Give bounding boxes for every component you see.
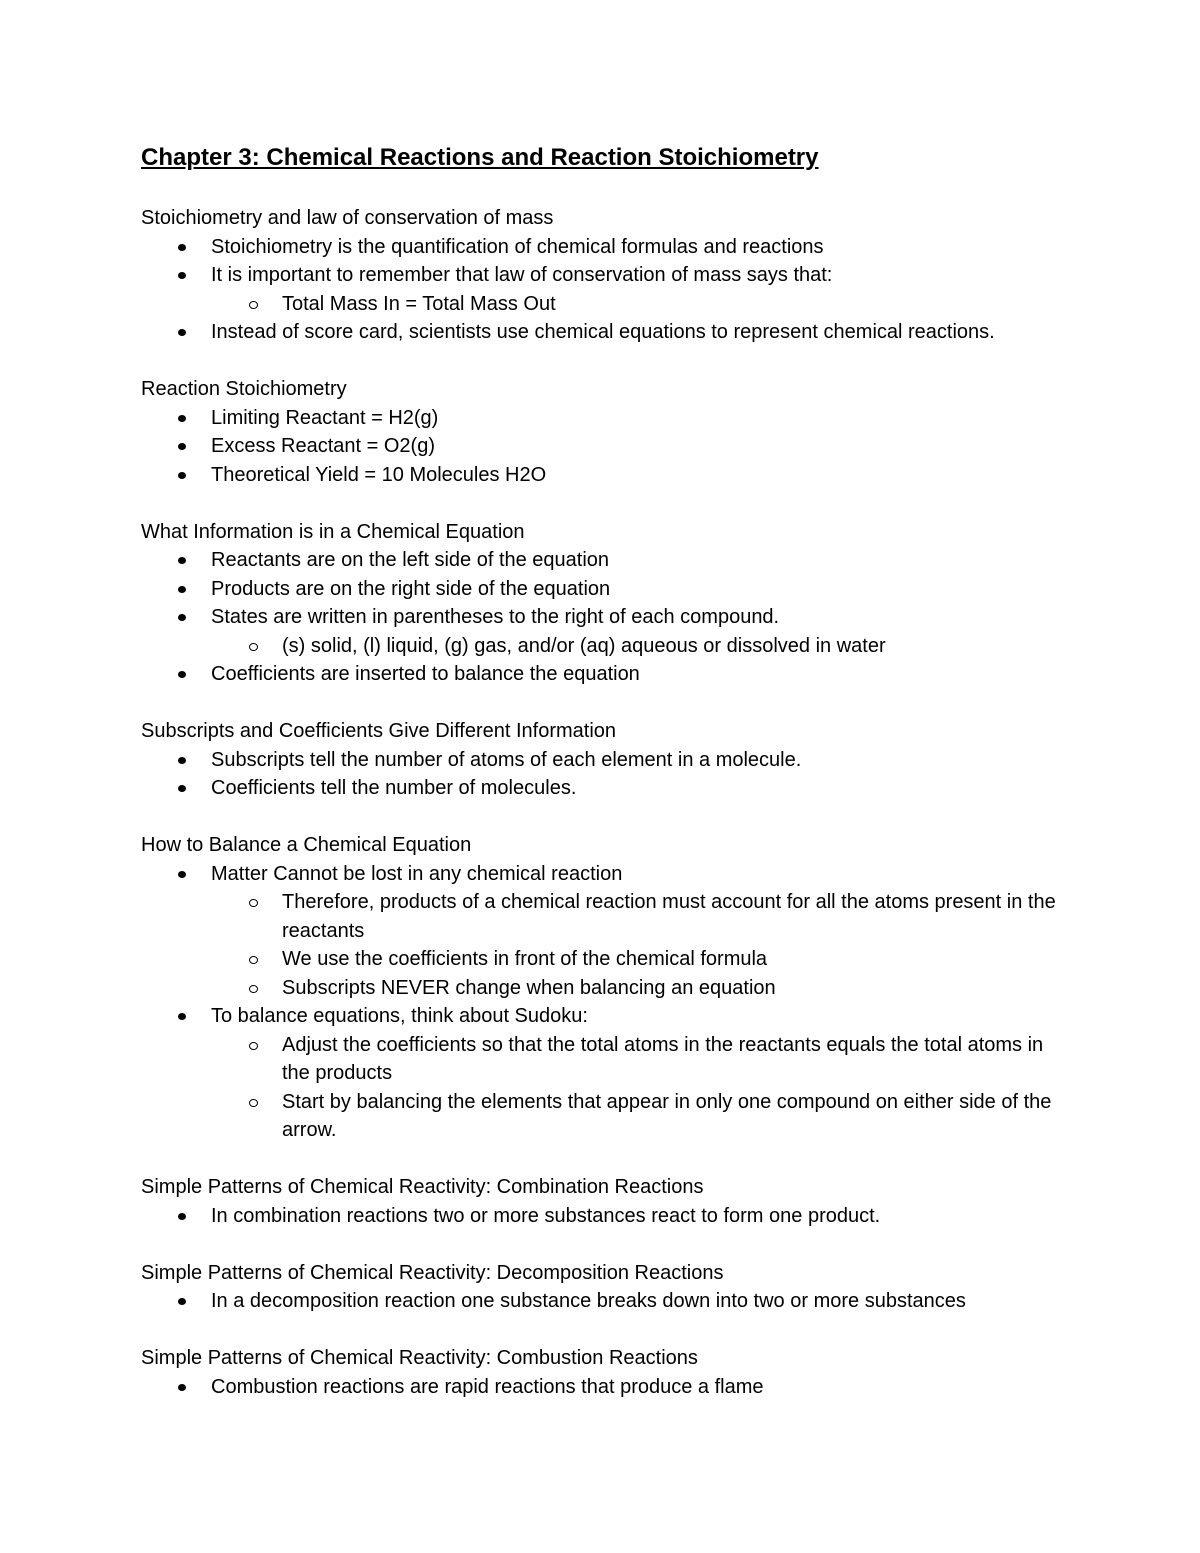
section: [141, 717, 1071, 803]
sub-list-item-text: We use the coefficients in front of the chemical formula: [282, 948, 768, 970]
list-item: [141, 575, 1071, 604]
sub-list-item-text: Therefore, products of a chemical reaction must account for all the atoms present in the reactants: [282, 891, 1056, 942]
list-item-text: Coefficients tell the number of molecules.: [211, 777, 577, 799]
list-item: [141, 461, 1071, 490]
list-item-text: States are written in parentheses to the right of each compound.: [211, 606, 780, 628]
bullet-list: [141, 1373, 1071, 1402]
sub-list-item: [211, 945, 1071, 974]
sub-list-item-text: (s) solid, (l) liquid, (g) gas, and/or (aq) aqueous or dissolved in water: [282, 634, 886, 657]
bullet-disc-icon: [178, 671, 186, 678]
bullet-circle-icon: [249, 1042, 258, 1050]
list-item-text: Matter Cannot be lost in any chemical reaction: [211, 862, 623, 885]
sub-list-wrapper: [141, 290, 1071, 319]
sub-list-item-text: Total Mass In = Total Mass Out: [282, 292, 556, 315]
section-heading: Subscripts and Coefficients Give Different Information: [141, 720, 617, 742]
bullet-disc-icon: [178, 1213, 186, 1220]
bullet-circle-icon: [249, 956, 258, 964]
bullet-disc-icon: [178, 1384, 186, 1391]
list-item: [141, 746, 1071, 775]
bullet-disc-icon: [178, 586, 186, 593]
sub-list-item-text: Subscripts NEVER change when balancing an equation: [282, 976, 776, 999]
sub-list-item-text: Adjust the coefficients so that the total atoms in the reactants equals the total atoms in the products: [282, 1033, 1044, 1084]
sub-list-wrapper: [141, 1031, 1071, 1145]
bullet-disc-icon: [178, 443, 186, 450]
section: [141, 1344, 1071, 1401]
bullet-disc-icon: [178, 614, 186, 621]
list-item-text: In combination reactions two or more substances react to form one product.: [211, 1204, 881, 1227]
list-item-text: Combustion reactions are rapid reactions that produce a flame: [211, 1375, 764, 1398]
list-item: [141, 404, 1071, 433]
bullet-circle-icon: [249, 1099, 258, 1107]
bullet-list: [141, 860, 1071, 1145]
page-title: Chapter 3: Chemical Reactions and Reaction Stoichiometry: [141, 144, 819, 171]
list-item-text: Coefficients are inserted to balance the equation: [211, 663, 640, 685]
list-item-text: Instead of score card, scientists use chemical equations to represent chemical reactions.: [211, 321, 995, 343]
bullet-disc-icon: [178, 472, 186, 479]
bullet-disc-icon: [178, 871, 186, 878]
list-item: [141, 660, 1071, 689]
bullet-disc-icon: [178, 1013, 186, 1020]
section-heading: Simple Patterns of Chemical Reactivity: Decomposition Reactions: [141, 1261, 724, 1284]
list-item-text: In a decomposition reaction one substance breaks down into two or more substances: [211, 1290, 966, 1312]
bullet-list: [141, 746, 1071, 803]
section-heading: Stoichiometry and law of conservation of mass: [141, 207, 554, 229]
sub-bullet-list: [211, 1031, 1071, 1145]
sub-bullet-list: [211, 888, 1071, 1002]
section: [141, 375, 1071, 489]
section-heading: Reaction Stoichiometry: [141, 378, 347, 400]
section: [141, 1259, 1071, 1316]
list-item: [141, 318, 1071, 347]
list-item-text: Limiting Reactant = H2(g): [211, 406, 439, 429]
section-heading: Simple Patterns of Chemical Reactivity: Combustion Reactions: [141, 1347, 698, 1369]
bullet-list: [141, 404, 1071, 490]
section: [141, 204, 1071, 347]
sub-list-item: [211, 974, 1071, 1003]
list-item: [141, 546, 1071, 575]
list-item-text: To balance equations, think about Sudoku:: [211, 1005, 588, 1027]
bullet-disc-icon: [178, 272, 186, 279]
section-heading: How to Balance a Chemical Equation: [141, 834, 472, 856]
list-item: [141, 233, 1071, 262]
sub-list-item: [211, 1088, 1071, 1145]
bullet-disc-icon: [178, 1298, 186, 1305]
list-item: [141, 261, 1071, 290]
list-item: [141, 1202, 1071, 1231]
bullet-list: [141, 546, 1071, 689]
sub-list-wrapper: [141, 888, 1071, 1002]
document-page: [141, 141, 1071, 1430]
section: [141, 518, 1071, 689]
bullet-list: [141, 233, 1071, 347]
bullet-disc-icon: [178, 415, 186, 422]
list-item-text: Stoichiometry is the quantification of chemical formulas and reactions: [211, 235, 824, 258]
sub-bullet-list: [211, 290, 1071, 319]
list-item-text: Reactants are on the left side of the equation: [211, 549, 610, 571]
section-heading: What Information is in a Chemical Equation: [141, 520, 525, 543]
bullet-disc-icon: [178, 757, 186, 764]
list-item: [141, 860, 1071, 889]
section-heading: Simple Patterns of Chemical Reactivity: Combination Reactions: [141, 1176, 704, 1198]
bullet-list: [141, 1287, 1071, 1316]
sub-bullet-list: [211, 632, 1071, 661]
bullet-circle-icon: [249, 899, 258, 907]
bullet-disc-icon: [178, 785, 186, 792]
sub-list-item: [211, 290, 1071, 319]
sub-list-item: [211, 1031, 1071, 1088]
sub-list-item: [211, 632, 1071, 661]
list-item: [141, 1002, 1071, 1031]
bullet-circle-icon: [249, 985, 258, 993]
sub-list-wrapper: [141, 632, 1071, 661]
list-item: [141, 1287, 1071, 1316]
list-item-text: It is important to remember that law of conservation of mass says that:: [211, 264, 833, 286]
bullet-list: [141, 1202, 1071, 1231]
list-item-text: Theoretical Yield = 10 Molecules H2O: [211, 463, 547, 486]
list-item-text: Excess Reactant = O2(g): [211, 435, 435, 457]
list-item: [141, 1373, 1071, 1402]
sub-list-item-text: Start by balancing the elements that appear in only one compound on either side of the arrow.: [282, 1090, 1052, 1141]
list-item: [141, 603, 1071, 632]
bullet-disc-icon: [178, 557, 186, 564]
sub-list-item: [211, 888, 1071, 945]
sections-container: [141, 204, 1071, 1401]
list-item-text: Products are on the right side of the equation: [211, 577, 611, 600]
list-item: [141, 432, 1071, 461]
bullet-disc-icon: [178, 329, 186, 336]
bullet-circle-icon: [249, 643, 258, 651]
bullet-disc-icon: [178, 244, 186, 251]
list-item-text: Subscripts tell the number of atoms of each element in a molecule.: [211, 748, 802, 771]
section: [141, 831, 1071, 1145]
list-item: [141, 774, 1071, 803]
section: [141, 1173, 1071, 1230]
bullet-circle-icon: [249, 301, 258, 309]
